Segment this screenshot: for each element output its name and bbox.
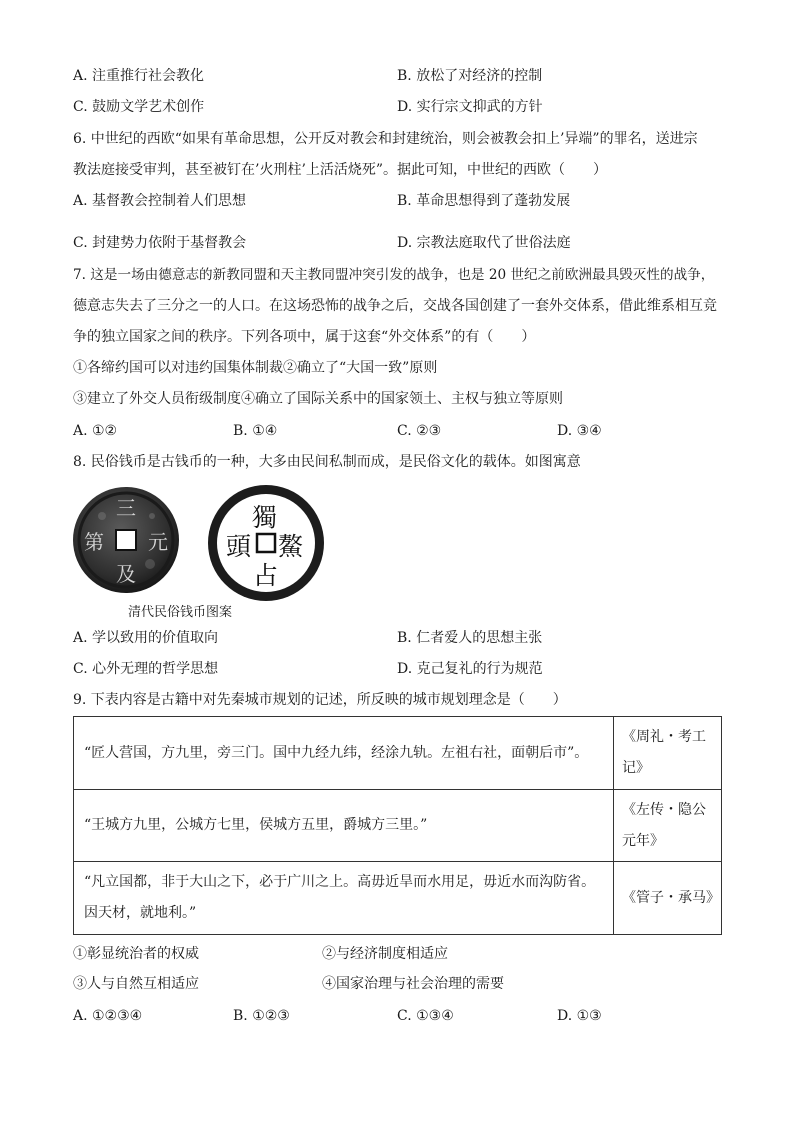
table-row xyxy=(74,790,722,862)
coin2-char-right: 鰲 xyxy=(278,532,304,561)
q9-item-4: ④国家治理与社会治理的需要 xyxy=(322,976,504,992)
q8-option-b: B. 仁者爱人的思想主张 xyxy=(397,630,543,646)
q6-option-b: B. 革命思想得到了蓬勃发展 xyxy=(397,193,571,209)
q8-figure-caption: 清代民俗钱币图案 xyxy=(128,605,233,620)
coin1-char-bottom: 及 xyxy=(116,562,136,586)
q9-table xyxy=(73,716,722,935)
q5-option-d: D. 实行宗文抑武的方针 xyxy=(397,99,543,115)
q9-table-source-1: 《周礼・考工记》 xyxy=(614,717,722,790)
q9-item-1: ①彰显统治者的权威 xyxy=(73,946,199,962)
q7-stem-line3: 争的独立国家之间的秩序。下列各项中，属于这套“外交体系”的有（ ） xyxy=(73,329,536,345)
q9-option-b: B. ①②③ xyxy=(233,1008,290,1024)
q9-option-d: D. ①③ xyxy=(557,1008,602,1024)
q5-option-c: C. 鼓励文学艺术创作 xyxy=(73,99,205,115)
q7-stem-line2: 德意志失去了三分之一的人口。在这场恐怖的战争之后，交战各国创建了一套外交体系，借此维系相互竞 xyxy=(73,298,717,314)
q9-item-3: ③人与自然互相适应 xyxy=(73,976,199,992)
q8-option-a: A. 学以致用的价值取向 xyxy=(73,630,219,646)
q6-stem-line2: 教法庭接受审判，甚至被钉在’火刑柱’上活活烧死”。据此可知，中世纪的西欧（ ） xyxy=(73,162,608,178)
q9-table-text-3: “凡立国都，非于大山之下，必于广川之上。高毋近旱而水用足，毋近水而沟防省。因天材，就地利。” xyxy=(74,862,614,935)
q6-option-d: D. 宗教法庭取代了世俗法庭 xyxy=(397,235,571,251)
q7-option-d: D. ③④ xyxy=(557,423,602,439)
coin-image-duzhan-aotou xyxy=(207,484,325,602)
coin2-char-top: 獨 xyxy=(252,503,278,532)
q9-table-source-2: 《左传・隐公元年》 xyxy=(614,790,722,862)
q9-item-2: ②与经济制度相适应 xyxy=(322,946,448,962)
q9-option-a: A. ①②③④ xyxy=(73,1008,143,1024)
q7-option-c: C. ②③ xyxy=(397,423,442,439)
q9-option-c: C. ①③④ xyxy=(397,1008,454,1024)
q5-option-a: A. 注重推行社会教化 xyxy=(73,68,205,84)
coin1-char-left: 第 xyxy=(84,530,104,554)
q8-stem: 8. 民俗钱币是古钱币的一种，大多由民间私制而成，是民俗文化的载体。如图寓意 xyxy=(73,454,581,470)
q9-table-text-1: “匠人营国，方九里，旁三门。国中九经九纬，经涂九轨。左祖右社，面朝后市”。 xyxy=(74,717,614,790)
q8-option-c: C. 心外无理的哲学思想 xyxy=(73,661,219,677)
q6-option-c: C. 封建势力依附于基督教会 xyxy=(73,235,247,251)
coin-image-sanyuan-jidi xyxy=(72,486,180,594)
table-row xyxy=(74,862,722,935)
q9-table-source-3: 《管子・承马》 xyxy=(614,862,722,935)
q7-option-b: B. ①④ xyxy=(233,423,278,439)
coin2-char-bottom: 占 xyxy=(253,561,279,590)
q7-stem-line1: 7. 这是一场由德意志的新教同盟和天主教同盟冲突引发的战争，也是 20 世纪之前欧洲最具毁灭性的战争， xyxy=(73,267,715,283)
q8-option-d: D. 克己复礼的行为规范 xyxy=(397,661,543,677)
q5-option-b: B. 放松了对经济的控制 xyxy=(397,68,543,84)
q6-option-a: A. 基督教会控制着人们思想 xyxy=(73,193,247,209)
coin2-char-left: 頭 xyxy=(226,532,252,561)
q9-table-text-2: “王城方九里，公城方七里，侯城方五里，爵城方三里。” xyxy=(74,790,614,862)
coin1-char-top: 三 xyxy=(116,496,136,520)
q9-stem: 9. 下表内容是古籍中对先秦城市规划的记述，所反映的城市规划理念是（ ） xyxy=(73,692,567,708)
q7-item-line2: ③建立了外交人员衔级制度④确立了国际关系中的国家领土、主权与独立等原则 xyxy=(73,391,563,407)
coin1-char-right: 元 xyxy=(148,530,168,554)
q7-option-a: A. ①② xyxy=(73,423,118,439)
q7-item-line1: ①各缔约国可以对违约国集体制裁②确立了“大国一致”原则 xyxy=(73,360,438,376)
table-row xyxy=(74,717,722,790)
q6-stem-line1: 6. 中世纪的西欧“如果有革命思想，公开反对教会和封建统治，则会被教会扣上’异端”的罪名，送进宗 xyxy=(73,131,698,147)
